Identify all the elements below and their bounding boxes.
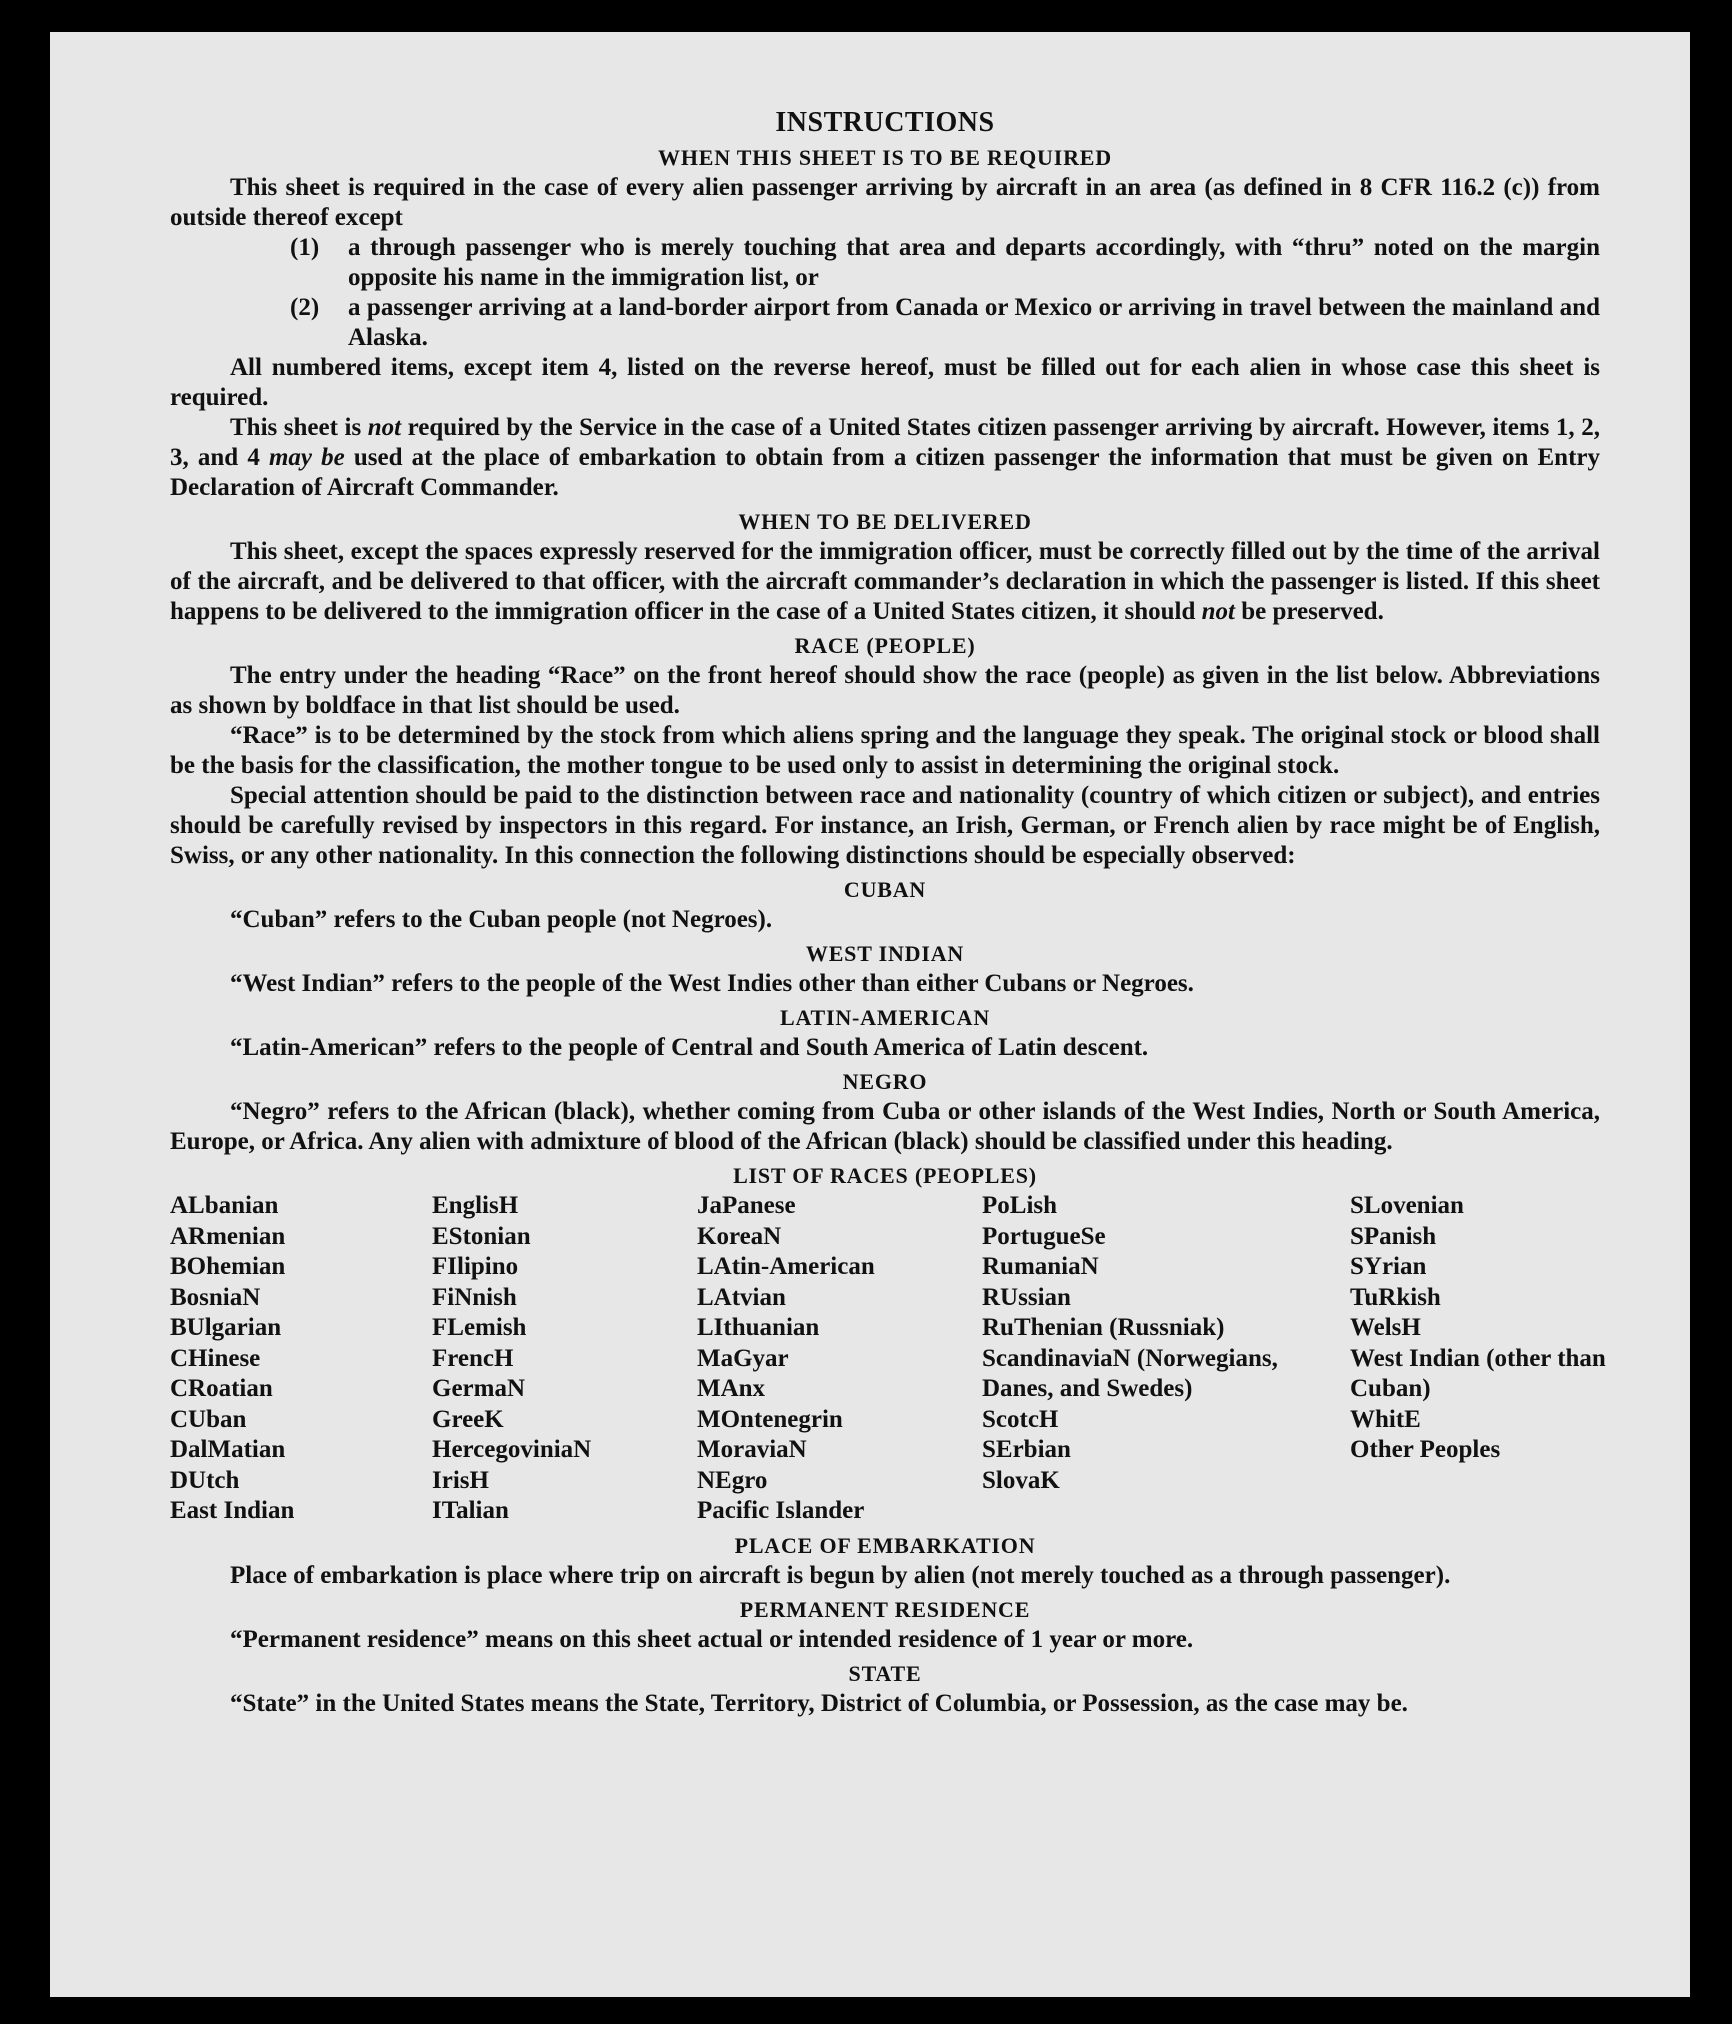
race-entry: TuRkish — [1350, 1283, 1441, 1311]
negro-text: “Negro” refers to the African (black), whether coming from Cuba or other islands of the West Indies, North or South America, Europe, or Africa. Any alien with admixture of blood of the African (black) should be classified under this heading. — [170, 1098, 1600, 1155]
race-entry: MOntenegrin — [697, 1405, 843, 1433]
race-entry: WhitE — [1350, 1405, 1421, 1433]
heading-state: STATE — [848, 1660, 922, 1686]
race-entry: ALbanian — [170, 1192, 279, 1219]
race-entry: SPanish — [1350, 1222, 1437, 1250]
race-entry: FIlipino — [432, 1253, 519, 1280]
heading-race: RACE (PEOPLE) — [794, 633, 976, 658]
state-text: “State” in the United States means the State, Territory, District of Columbia, or Possession, as the case may be. — [230, 1689, 1408, 1717]
race-entry: CRoatian — [170, 1375, 273, 1402]
race-entry: SErbian — [982, 1436, 1071, 1463]
race-entry: DalMatian — [170, 1436, 286, 1463]
race-entry: CHinese — [170, 1344, 261, 1372]
list-item — [170, 293, 1600, 353]
heading-cuban: CUBAN — [843, 877, 927, 902]
item-text: a passenger arriving at a land-border airport from Canada or Mexico or arriving in travel between the mainland and Alaska. — [348, 294, 1600, 351]
race-entry: FLemish — [432, 1314, 527, 1341]
race-entry: RuThenian (Russniak) — [982, 1314, 1225, 1341]
race-entry: FiNnish — [432, 1283, 517, 1311]
race-p1: The entry under the heading “Race” on the front hereof should show the race (people) as given in the list below. Abbreviations as shown by boldface in that list should be used. — [170, 662, 1600, 719]
latin-american-text: “Latin-American” refers to the people of Central and South America of Latin descent. — [230, 1034, 1149, 1061]
heading-list-of-races: LIST OF RACES (PEOPLES) — [733, 1163, 1037, 1188]
heading-negro: NEGRO — [842, 1069, 928, 1094]
race-entry: SYrian — [1350, 1253, 1427, 1280]
race-entry: PortugueSe — [982, 1222, 1106, 1250]
race-entry: HercegoviniaN — [432, 1436, 592, 1463]
race-entry: ScotcH — [982, 1405, 1059, 1433]
p3-part-b: required by the Service in the case of a United States citizen passenger arriving by aircraft. However, items 1, 2, 3, and 4 — [170, 414, 1600, 471]
race-entry: EStonian — [432, 1222, 531, 1250]
instruction-sheet — [50, 32, 1690, 1997]
required-intro: This sheet is required in the case of every alien passenger arriving by aircraft in an area (as defined in 8 CFR 116.2 (c)) from outside thereof except — [170, 174, 1600, 231]
race-entry: BosniaN — [170, 1283, 261, 1311]
race-entry: NEgro — [697, 1466, 768, 1494]
required-p2: All numbered items, except item 4, listed on the reverse hereof, must be filled out for each alien in whose case this sheet is required. — [170, 354, 1600, 411]
race-entry: EnglisH — [432, 1192, 519, 1219]
race-entry: ScandinaviaN (Norwegians, Danes, and Swedes) — [982, 1344, 1278, 1402]
race-entry: LAtvian — [697, 1283, 786, 1311]
races-column — [170, 1191, 432, 1527]
heading-required: WHEN THIS SHEET IS TO BE REQUIRED — [658, 145, 1112, 170]
item-number: (1) — [290, 234, 320, 261]
race-entry: CUban — [170, 1405, 247, 1433]
race-entry: JaPanese — [697, 1192, 796, 1219]
heading-residence: PERMANENT RESIDENCE — [739, 1596, 1031, 1622]
race-entry: SLovenian — [1350, 1192, 1464, 1219]
race-entry: GermaN — [432, 1375, 526, 1402]
race-entry: LAtin-American — [697, 1253, 875, 1280]
race-entry: MAnx — [697, 1375, 766, 1402]
p3-may-be: may be — [268, 444, 345, 471]
cuban-text: “Cuban” refers to the Cuban people (not Negroes). — [230, 906, 773, 933]
required-p3 — [170, 413, 1600, 503]
race-entry: RumaniaN — [982, 1253, 1099, 1280]
embarkation-text: Place of embarkation is place where trip on aircraft is begun by alien (not merely touched as a through passenger). — [230, 1561, 1451, 1589]
item-text: a through passenger who is merely touching that area and departs accordingly, with “thru” noted on the margin opposite his name in the immigration list, or — [348, 234, 1600, 291]
heading-delivered: WHEN TO BE DELIVERED — [738, 509, 1032, 534]
p3-not: not — [367, 414, 402, 441]
races-column — [697, 1191, 982, 1527]
item-number: (2) — [290, 294, 320, 321]
race-entry: LIthuanian — [697, 1314, 820, 1341]
race-entry: ITalian — [432, 1497, 509, 1524]
heading-embarkation: PLACE OF EMBARKATION — [734, 1532, 1036, 1558]
race-entry: MaGyar — [697, 1344, 789, 1372]
race-entry: Pacific Islander — [697, 1497, 865, 1524]
race-entry: BUlgarian — [170, 1314, 282, 1341]
list-item — [170, 233, 1600, 293]
races-grid — [170, 1191, 1606, 1527]
race-p3: Special attention should be paid to the distinction between race and nationality (country of which citizen or subject), and entries should be carefully revised by inspectors in this regard. For instance, an Irish, German, or French alien by race might be of English, Swiss, or any other nationality. In this connection the following distinctions should be especially observed: — [170, 782, 1600, 869]
race-entry: WelsH — [1350, 1314, 1421, 1341]
race-entry: East Indian — [170, 1497, 295, 1524]
p3-part-c: used at the place of embarkation to obtain from a citizen passenger the information that must be given on Entry Declaration of Aircraft Commander. — [170, 444, 1600, 501]
races-column — [982, 1191, 1350, 1527]
west-indian-text: “West Indian” refers to the people of the West Indies other than either Cubans or Negroes. — [230, 970, 1194, 997]
race-entry: FrencH — [432, 1344, 514, 1372]
race-entry: PoLish — [982, 1192, 1058, 1219]
race-entry: West Indian (other than Cuban) — [1350, 1344, 1606, 1402]
race-entry: DUtch — [170, 1466, 240, 1494]
residence-text: “Permanent residence” means on this sheet actual or intended residence of 1 year or more. — [230, 1625, 1194, 1653]
race-entry: MoraviaN — [697, 1436, 807, 1463]
races-column — [1350, 1191, 1620, 1527]
heading-latin-american: LATIN-AMERICAN — [779, 1005, 991, 1030]
delivered-part-a: This sheet, except the spaces expressly reserved for the immigration officer, must be correctly filled out by the time of the arrival of the aircraft, and be delivered to that officer, with the aircraft commander’s declaration in which the passenger is listed. If this sheet happens to be delivered to the immigration officer in the case of a United States citizen, it should — [170, 538, 1600, 625]
delivered-part-b: be preserved. — [1235, 598, 1384, 625]
race-p2: “Race” is to be determined by the stock from which aliens spring and the language they speak. The original stock or blood shall be the basis for the classification, the mother tongue to be used only to assist in determining the original stock. — [170, 722, 1600, 779]
heading-west-indian: WEST INDIAN — [805, 941, 965, 966]
delivered-not: not — [1201, 598, 1235, 625]
p3-part-a: This sheet is — [230, 414, 368, 441]
race-entry: ARmenian — [170, 1222, 286, 1250]
delivered-p1 — [170, 537, 1600, 627]
race-entry: RUssian — [982, 1283, 1071, 1311]
page-title: INSTRUCTIONS — [775, 107, 995, 138]
race-entry: KoreaN — [697, 1222, 782, 1250]
race-entry: SlovaK — [982, 1466, 1060, 1494]
race-entry: IrisH — [432, 1466, 489, 1494]
race-entry: Other Peoples — [1350, 1436, 1501, 1463]
races-column — [432, 1191, 697, 1527]
race-entry: BOhemian — [170, 1253, 286, 1280]
race-entry: GreeK — [432, 1405, 504, 1433]
